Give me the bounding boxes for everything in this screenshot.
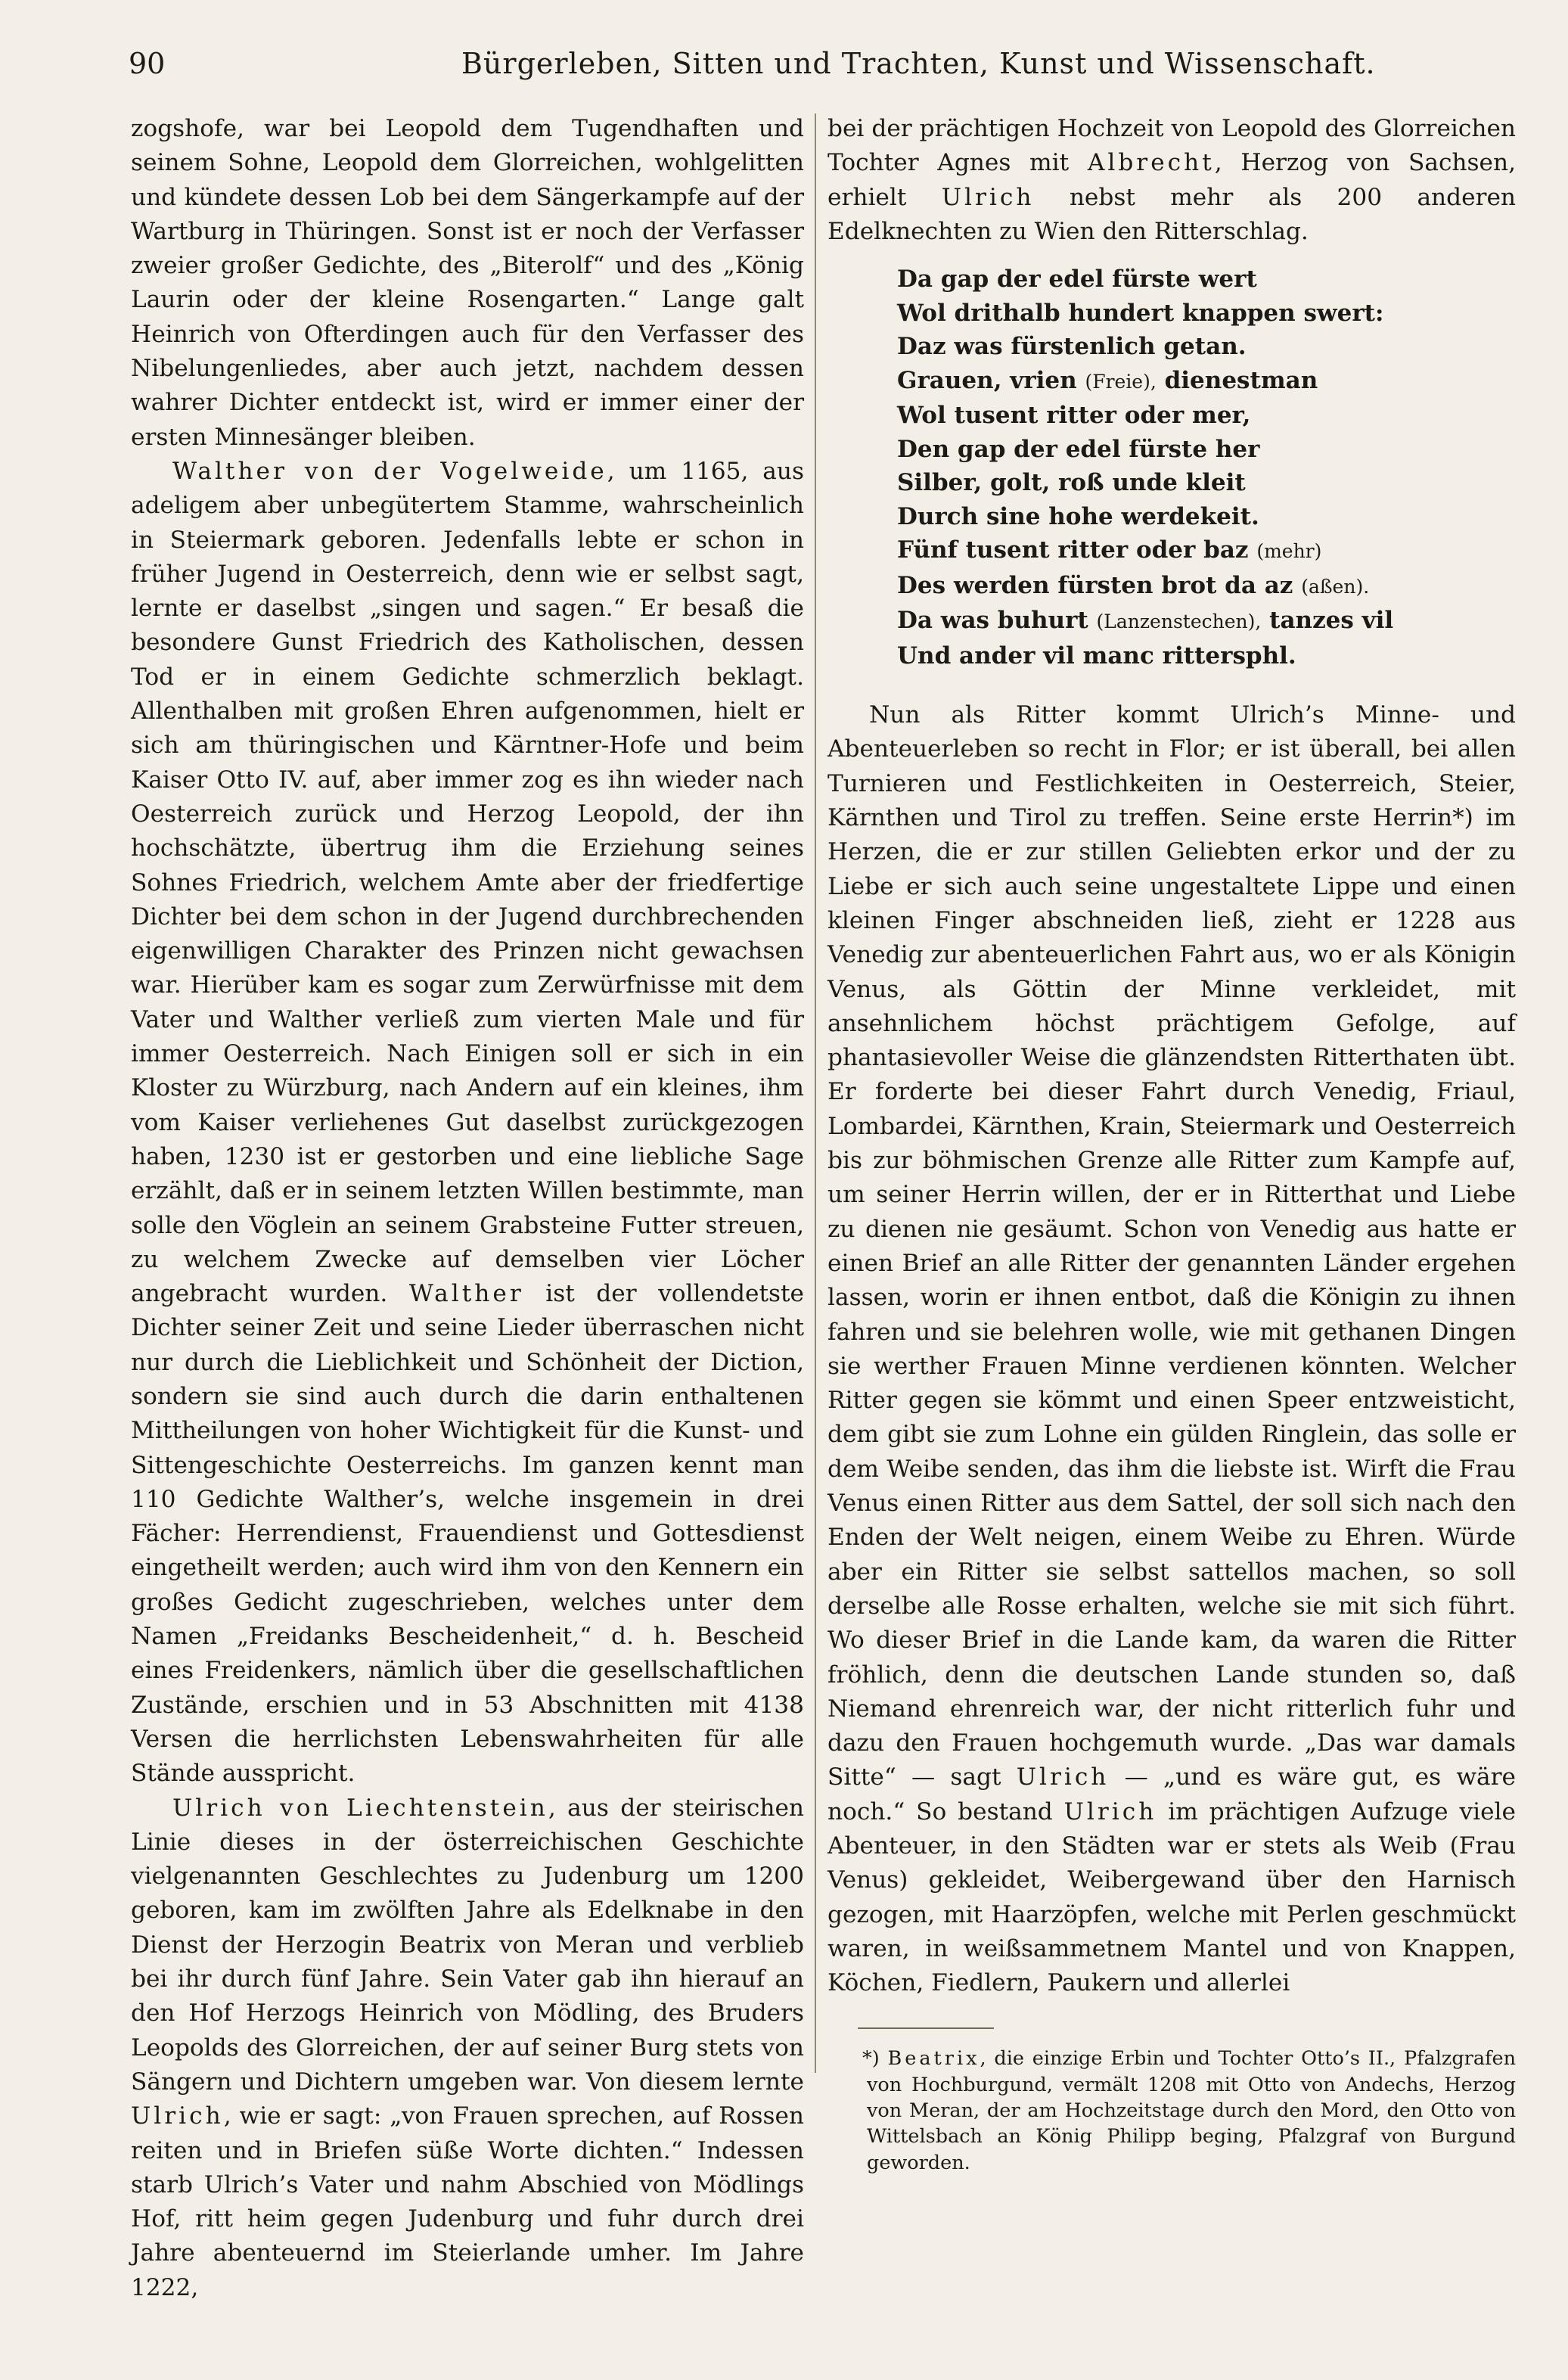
- paragraph-walther: [131, 455, 804, 1791]
- person-name: Ulrich: [131, 2102, 224, 2130]
- poem-quote: [897, 263, 1516, 673]
- poem-line: Wol tusent ritter oder mer,: [897, 402, 1251, 430]
- paragraph-text: bei der prächtigen Hochzeit von Leopold des Glorreichen Tochter Agnes mit: [827, 115, 1516, 177]
- person-name: Ulrich von Liechtenstein: [172, 1794, 548, 1822]
- paragraph-text: , um 1165, aus adeligem aber unbegütertem Stamme, wahrscheinlich in Steiermark geboren. Jedenfalls lebte er schon in früher Jugend in Oesterreich, denn wie er selbst sagt, lernte er daselbst „singen und sagen.“ Er besaß die besondere Gunst Friedrich des Katholischen, dessen Tod er in einem Gedichte schmerzlich beklagt. Allenthalben mit großen Ehren aufgenommen, hielt er sich am thüringischen und Kärntner-Hofe und beim Kaiser Otto IV. auf, aber immer zog es ihn wieder nach Oesterreich zurück und Herzog Leopold, der ihn hochschätzte, übertrug ihm die Erziehung seines Sohnes Friedrich, welchem Amte aber der friedfertige Dichter bei dem schon in der Jugend durchbrechenden eigenwilligen Charakter des Prinzen nicht gewachsen war. Hierüber kam es sogar zum Zerwürfnisse mit dem Vater und Walther verließ zum vierten Male und für immer Oesterreich. Nach Einigen soll er sich in ein Kloster zu Würzburg, nach Andern auf ein kleines, ihm vom Kaiser verliehenes Gut daselbst zurückgezogen haben, 1230 ist er gestorben und eine liebliche Sage erzählt, daß er in seinem letzten Willen bestimmte, man solle den Vöglein an seinem Grabsteine Futter streuen, zu welchem Zwecke auf demselben vier Löcher angebracht wurden.: [131, 457, 804, 1308]
- paragraph-text: ist der vollendetste Dichter seiner Zeit und seine Lieder überraschen nicht nur durch die Lieblichkeit und Schönheit der Diction, sondern sie sind auch durch die darin enthaltenen Mittheilungen von hoher Wichtigkeit für die Kunst- und Sittengeschichte Oesterreichs. Im ganzen kennt man 110 Gedichte Walther’s, welche insgemein in drei Fächer: Herrendienst, Frauendienst und Gottesdienst eingetheilt werden; auch wird ihm von den Kennern ein großes Gedicht zugeschrieben, welches unter dem Namen „Freidanks Bescheidenheit,“ d. h. Bescheid eines Freidenkers, nämlich über die gesellschaftlichen Zustände, erschien und in 53 Abschnitten mit 4138 Versen die herrlichsten Lebenswahrheiten für alle Stände ausspricht.: [131, 1280, 804, 1788]
- person-name: Ulrich: [1016, 1763, 1110, 1791]
- poem-line: Durch sine hohe werdekeit.: [897, 502, 1259, 530]
- page-number: 90: [129, 47, 166, 80]
- paragraph-text: Nun als Ritter kommt Ulrich’s Minne- und Abenteuerleben so recht in Flor; er ist überall, bei allen Turnieren und Festlichkeiten in Oesterreich, Steier, Kärnthen und Tirol zu treffen. Seine erste Herrin*) im Herzen, die er zur stillen Geliebten erkor und der zu Liebe er sich auch seine ungestaltete Lippe und einen kleinen Finger abschneiden ließ, zieht er 1228 aus Venedig zur abenteuerlichen Fahrt aus, wo er als Königin Venus, als Göttin der Minne verkleidet, mit ansehnlichem höchst prächtigem Gefolge, auf phantasievoller Weise die glänzendsten Ritterthaten übt. Er forderte bei dieser Fahrt durch Venedig, Friaul, Lombardei, Kärnthen, Krain, Steiermark und Oesterreich bis zur böhmischen Grenze alle Ritter zum Kampfe auf, um seiner Herrin willen, der er in Ritterthat und Liebe zu dienen nie gesäumt. Schon von Venedig aus hatte er einen Brief an alle Ritter der genannten Länder ergehen lassen, worin er ihnen entbot, daß die Königin zu ihnen fahren und sie belehren wolle, wie mit gethanen Dingen sie werther Frauen Minne verdienen könnten. Welcher Ritter gegen sie kömmt und einen Speer entzweisticht, dem gibt sie zum Lohne ein gülden Ringlein, das solle er dem Weibe senden, das ihm die liebste ist. Wirft die Frau Venus einen Ritter aus dem Sattel, der soll sich nach den Enden der Welt neigen, einem Weibe zu Ehren. Würde aber ein Ritter sie selbst sattellos machen, so soll derselbe alle Rosse erhalten, welche sie mit sich führt. Wo dieser Brief in die Lande kam, da waren die Ritter fröhlich, denn die deutschen Lande stunden so, daß Niemand ehrenreich war, der nicht ritterlich fuhr und dazu den Frauen hochgemuth wurde. „Das war damals Sitte“ — sagt: [827, 701, 1516, 1791]
- person-name: Walther: [408, 1280, 524, 1308]
- paragraph-text: , Herzog von Sachsen, erhielt: [827, 149, 1516, 211]
- person-name: Beatrix: [887, 2047, 980, 2071]
- footnote-rule: [858, 2027, 994, 2029]
- footnote-mark: *): [862, 2047, 888, 2071]
- column-divider: [815, 113, 816, 2073]
- poem-line: Wol drithalb hundert knappen swert:: [897, 299, 1384, 327]
- poem-line: Silber, golt, roß unde kleit: [897, 469, 1246, 497]
- poem-line: Und ander vil manc rittersphl.: [897, 642, 1296, 670]
- poem-line: Des werden fürsten brot da az (aßen).: [897, 571, 1370, 599]
- poem-line: Den gap der edel fürste her: [897, 435, 1260, 463]
- person-name: Ulrich: [1063, 1797, 1157, 1825]
- paragraph-minneleben: [827, 698, 1516, 2000]
- paragraph-text: — „und es wäre gut, es wäre noch.“ So bestand: [827, 1763, 1516, 1825]
- right-column: [827, 112, 1516, 2176]
- footnote: [827, 2046, 1516, 2175]
- paragraph-ulrich: [131, 1791, 804, 2305]
- person-name: Ulrich: [941, 183, 1035, 211]
- person-name: Walther von der Vogelweide: [172, 457, 607, 485]
- poem-line: Grauen, vrien (Freie), dienestman: [897, 366, 1318, 394]
- left-column: [131, 112, 804, 2305]
- running-title: Bürgerleben, Sitten und Trachten, Kunst und Wissenschaft.: [461, 47, 1376, 80]
- paragraph-text: , aus der steirischen Linie dieses in der österreichischen Geschichte vielgenannten Geschlechtes zu Judenburg um 1200 geboren, kam im zwölften Jahre als Edelknabe in den Dienst der Herzogin Beatrix von Meran und verblieb bei ihr durch fünf Jahre. Sein Vater gab ihn hierauf an den Hof Herzogs Heinrich von Mödling, des Bruders Leopolds des Glorreichen, der auf seiner Burg stets von Sängern und Dichtern umgeben war. Von diesem lernte: [131, 1794, 804, 2096]
- paragraph-text: im prächtigen Aufzuge viele Abenteuer, in den Städten war er stets als Weib (Frau Venus) gekleidet, Weibergewand über den Harnisch gezogen, mit Haarzöpfen, welche mit Perlen geschmückt waren, in weißsammetnem Mantel und von Knappen, Köchen, Fiedlern, Paukern und allerlei: [827, 1797, 1516, 1997]
- paragraph-text: nebst mehr als 200 anderen Edelknechten zu Wien den Ritterschlag.: [827, 183, 1516, 245]
- paragraph-heinrich: zogshofe, war bei Leopold dem Tugendhaften und seinem Sohne, Leopold dem Glorreichen, wohlgelitten und kündete dessen Lob bei dem Sängerkampfe auf der Wartburg in Thüringen. Sonst ist er noch der Verfasser zweier großer Gedichte, des „Biterolf“ und des „König Laurin oder der kleine Rosengarten.“ Lange galt Heinrich von Ofterdingen auch für den Verfasser des Nibelungenliedes, aber auch jetzt, nachdem dessen wahrer Dichter entdeckt ist, wird er immer einer der ersten Minnesänger bleiben.: [131, 115, 804, 451]
- poem-line: Da was buhurt (Lanzenstechen), tanzes vil: [897, 607, 1394, 635]
- poem-line: Fünf tusent ritter oder baz (mehr): [897, 536, 1322, 564]
- poem-line: Da gap der edel fürste wert: [897, 266, 1257, 294]
- page-header: [129, 47, 1483, 92]
- paragraph-ritterschlag: [827, 112, 1516, 249]
- paragraph-text: , wie er sagt: „von Frauen sprechen, auf Rossen reiten und in Briefen süße Worte dichten.“ Indessen starb Ulrich’s Vater und nahm Abschied von Mödlings Hof, ritt heim gegen Judenburg und fuhr durch drei Jahre abenteuernd im Steierlande umher. Im Jahre 1222,: [131, 2102, 804, 2301]
- footnote-text: , die einzige Erbin und Tochter Otto’s II., Pfalzgrafen von Hochburgund, vermält 1208 mit Otto von Andechs, Herzog von Meran, der am Hochzeitstage durch den Mord, den Otto von Wittelsbach an König Philipp beging, Pfalzgraf von Burgund geworden.: [867, 2047, 1517, 2174]
- person-name: Albrecht: [1087, 149, 1215, 177]
- poem-line: Daz was fürstenlich getan.: [897, 333, 1247, 361]
